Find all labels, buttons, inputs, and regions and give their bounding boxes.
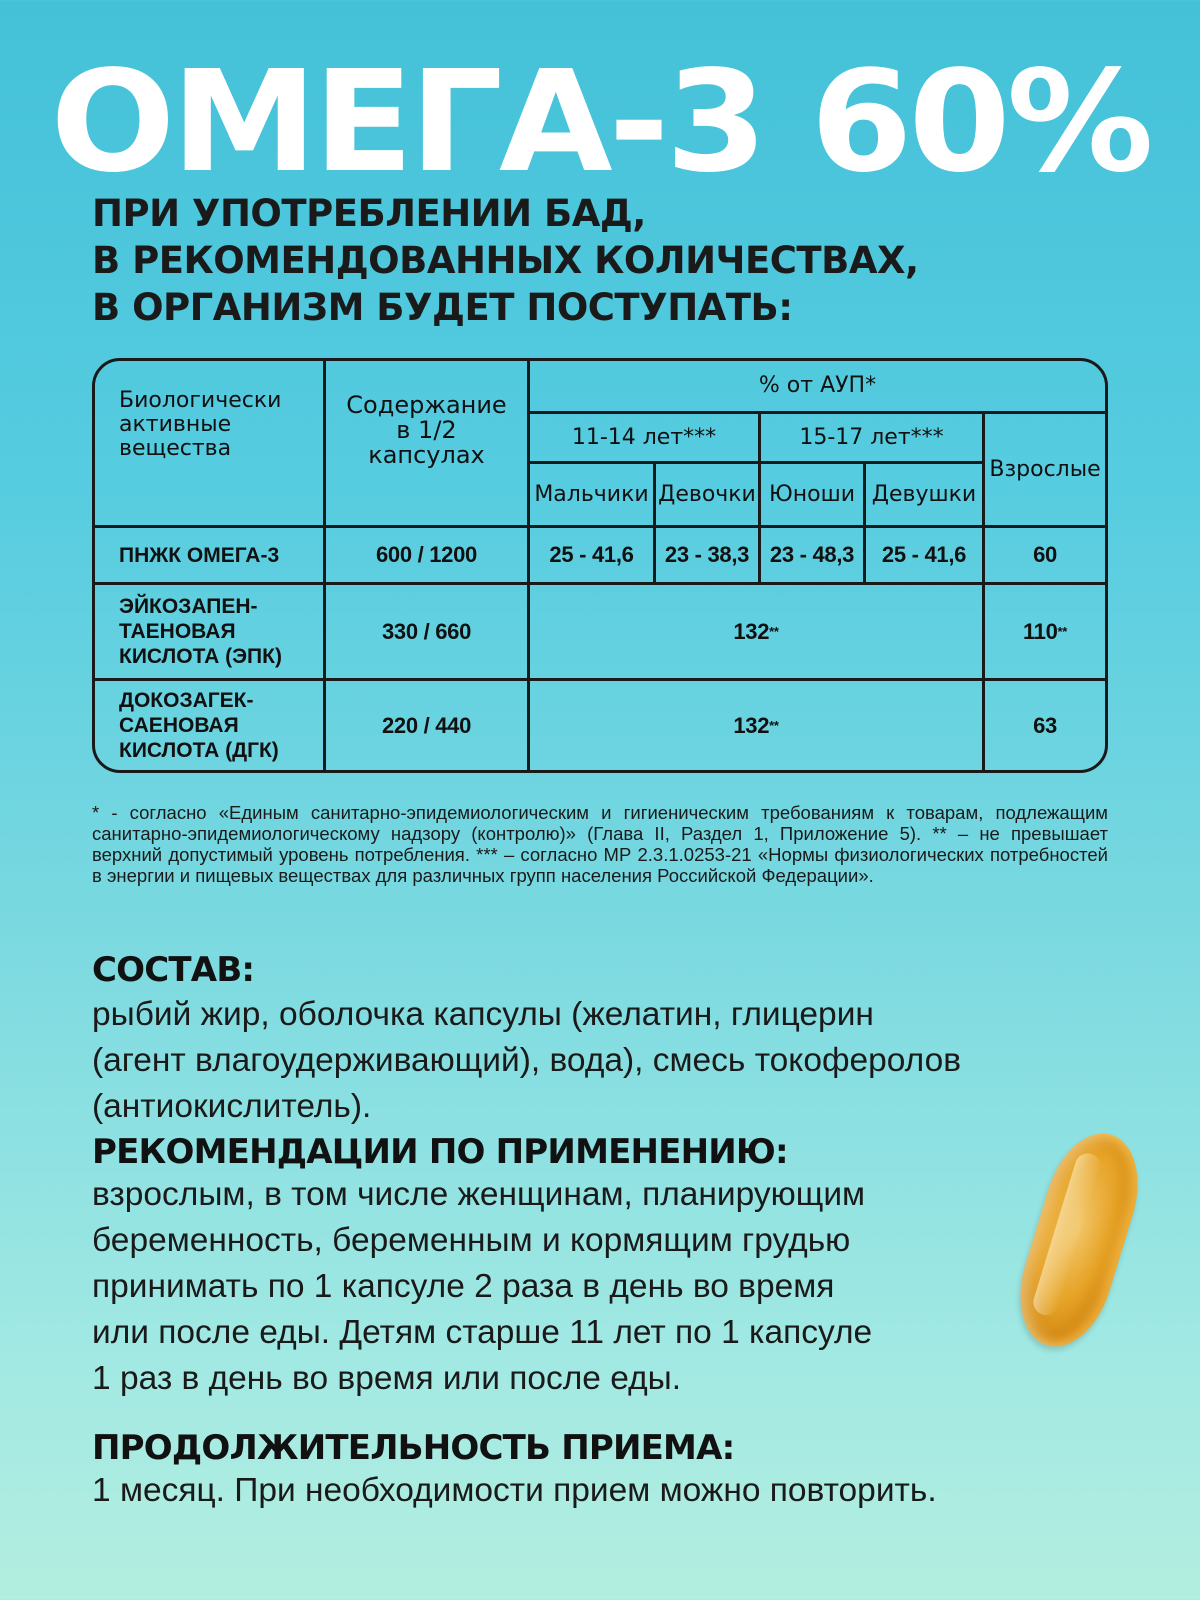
subtitle <box>92 190 919 331</box>
row-boys: 25 - 41,6 <box>549 542 634 567</box>
row-adults: 60 <box>1033 542 1057 567</box>
footnote-mark: ** <box>769 718 779 733</box>
row-name-epa <box>95 585 323 678</box>
header-text: капсулах <box>368 441 485 469</box>
header-substances <box>95 361 323 525</box>
footnote: * - согласно «Единым санитарно-эпидемиологическим и гигиеническим требованиям к товарам, подлежащим санитарно-эпидемиологическому надзору (контролю)» (Глава II, Раздел 1, Приложение 5). ** – не превышает верхний допустимый уровень потребления. *** – согласно МР 2.3.1.0253-21 «Нормы физиологических потребностей в энергии и пищевых веществах для различных групп населения Российской Федерации». <box>92 802 1108 886</box>
name-line: ЭЙКОЗАПЕН- <box>119 595 258 618</box>
row-girls: 23 - 38,3 <box>664 542 750 567</box>
value: 132 <box>733 618 770 644</box>
text-line: 1 раз в день во время или после еды. <box>92 1360 682 1397</box>
header-text: вещества <box>119 436 232 461</box>
name-line: ДОКОЗАГЕК- <box>119 689 254 712</box>
row-children-merged <box>530 681 982 770</box>
subtitle-line: В РЕКОМЕНДОВАННЫХ КОЛИЧЕСТВАХ, <box>92 239 919 282</box>
row-name-omega3: ПНЖК ОМЕГА-3 <box>119 543 280 567</box>
name-line: КИСЛОТА (ЭПК) <box>119 645 282 668</box>
text-line: или после еды. Детям старше 11 лет по 1 капсуле <box>92 1314 873 1351</box>
text-line: рыбий жир, оболочка капсулы (желатин, глицерин <box>92 996 874 1033</box>
row-adults <box>985 585 1105 678</box>
recommendations-heading: РЕКОМЕНДАЦИИ ПО ПРИМЕНЕНИЮ: <box>92 1132 788 1172</box>
row-content: 600 / 1200 <box>376 542 477 567</box>
header-content <box>326 361 527 525</box>
text-line: (антиокислитель). <box>92 1088 372 1125</box>
name-line: ТАЕНОВАЯ <box>119 620 236 643</box>
text-line: взрослым, в том числе женщинам, планирующим <box>92 1176 866 1213</box>
row-young-women: 25 - 41,6 <box>881 542 967 567</box>
capsule-icon <box>1005 1122 1153 1358</box>
header-text: в 1/2 <box>396 416 457 444</box>
nutrient-table <box>92 358 1108 773</box>
composition-heading: СОСТАВ: <box>92 950 255 990</box>
name-line: КИСЛОТА (ДГК) <box>119 739 279 762</box>
text-line: 1 месяц. При необходимости прием можно повторить. <box>92 1472 937 1509</box>
row-adults: 63 <box>1033 712 1057 738</box>
text-line: принимать по 1 капсуле 2 раза в день во время <box>92 1268 835 1305</box>
text-line: (агент влагоудерживающий), вода), смесь токоферолов <box>92 1042 962 1079</box>
header-text: активные <box>119 412 232 437</box>
name-line: САЕНОВАЯ <box>119 714 239 737</box>
header-text: Биологически <box>119 388 282 413</box>
row-children-merged <box>530 585 982 678</box>
subtitle-line: В ОРГАНИЗМ БУДЕТ ПОСТУПАТЬ: <box>92 286 793 329</box>
header-age-15-17: 15-17 лет*** <box>799 424 944 450</box>
header-text: Содержание <box>346 391 507 419</box>
subtitle-line: ПРИ УПОТРЕБЛЕНИИ БАД, <box>92 192 646 235</box>
value: 132 <box>733 712 770 738</box>
header-boys: Мальчики <box>534 481 649 507</box>
recommendations-text <box>92 1172 872 1402</box>
header-youths: Юноши <box>768 481 856 507</box>
page-title: ОМЕГА-3 60% <box>50 41 1150 204</box>
text-line: беременность, беременным и кормящим грудью <box>92 1222 851 1259</box>
row-name-dha <box>95 681 323 770</box>
header-adults: Взрослые <box>989 456 1101 482</box>
footnote-mark: ** <box>1057 624 1068 639</box>
row-youths: 23 - 48,3 <box>769 542 855 567</box>
header-girls: Девочки <box>658 481 756 507</box>
value: 110 <box>1022 618 1058 644</box>
duration-heading: ПРОДОЛЖИТЕЛЬНОСТЬ ПРИЕМА: <box>92 1428 735 1468</box>
header-age-11-14: 11-14 лет*** <box>571 424 717 450</box>
footnote-mark: ** <box>769 624 779 639</box>
header-percent: % от АУП* <box>758 373 877 398</box>
duration-text <box>92 1468 937 1514</box>
composition-text <box>92 992 961 1130</box>
row-content: 330 / 660 <box>381 618 472 644</box>
row-content: 220 / 440 <box>381 712 472 738</box>
header-young-women: Девушки <box>871 481 977 507</box>
